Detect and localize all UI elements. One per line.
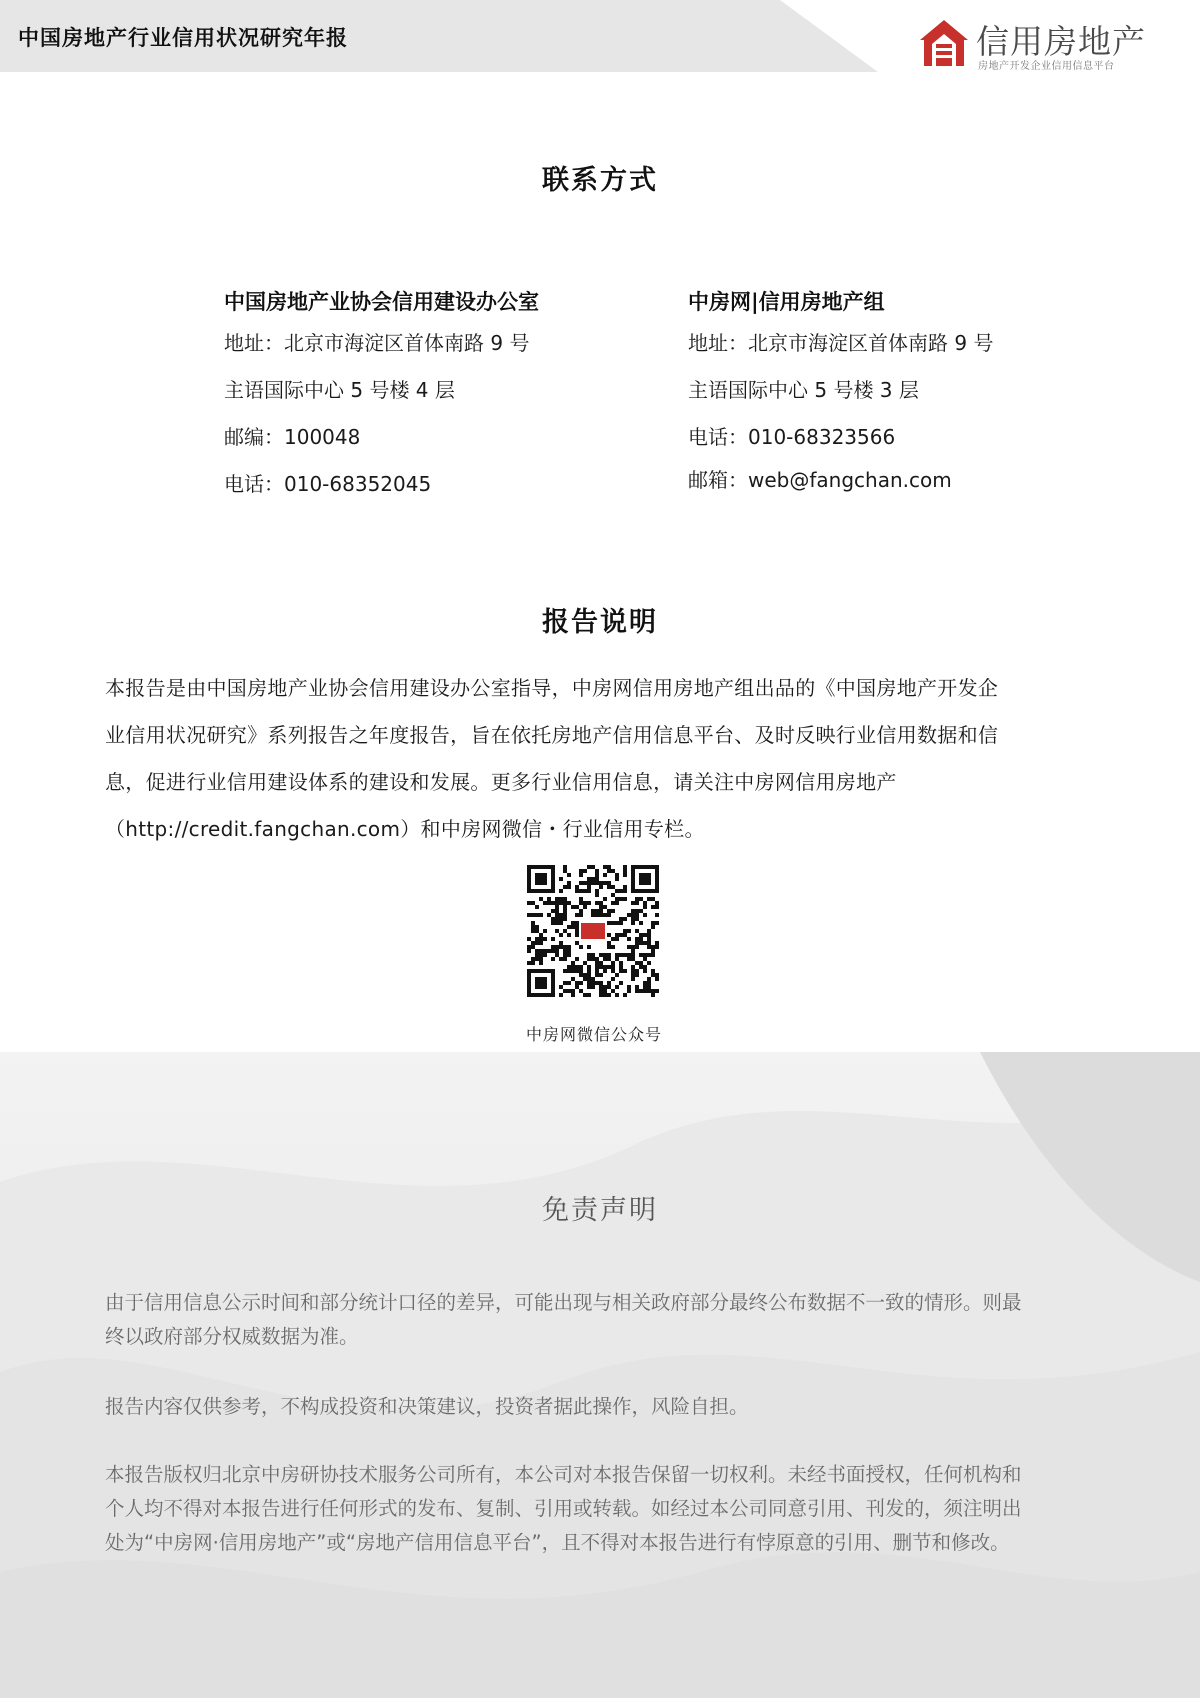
contact-left-postcode: 邮编：100048 xyxy=(224,425,361,449)
header-band xyxy=(0,0,1200,72)
disclaimer-paragraph-2 xyxy=(105,1390,1105,1424)
contact-left-building: 主语国际中心 5 号楼 4 层 xyxy=(224,378,455,402)
contact-right-phone: 电话：010-68323566 xyxy=(688,425,896,449)
disclaimer-line: 报告内容仅供参考，不构成投资和决策建议，投资者据此操作，风险自担。 xyxy=(105,1395,749,1418)
brand-logo xyxy=(918,18,1148,74)
logo-name: 信用房地产 xyxy=(976,22,1146,61)
contact-left-address: 地址：北京市海淀区首体南路 9 号 xyxy=(224,331,530,355)
disclaimer-line: 处为“中房网·信用房地产”或“房地产信用信息平台”，且不得对本报告进行有悖原意的引用、删节和修改。 xyxy=(105,1531,1010,1554)
contact-left-org: 中国房地产业协会信用建设办公室 xyxy=(224,290,539,314)
disclaimer-line: 终以政府部分权威数据为准。 xyxy=(105,1325,359,1348)
qr-caption: 中房网微信公众号 xyxy=(525,1025,662,1044)
report-line: （http://credit.fangchan.com）和中房网微信・行业信用专栏。 xyxy=(105,817,705,841)
header-title: 中国房地产行业信用状况研究年报 xyxy=(18,25,348,50)
contact-right xyxy=(688,284,1108,499)
wechat-qr-code xyxy=(527,865,659,997)
report-description xyxy=(105,665,1105,853)
logo-subtitle: 房地产开发企业信用信息平台 xyxy=(978,61,1115,72)
contact-right-address: 地址：北京市海淀区首体南路 9 号 xyxy=(688,331,994,355)
contact-right-org: 中房网|信用房地产组 xyxy=(688,290,885,314)
contact-right-email: 邮箱：web@fangchan.com xyxy=(688,468,952,492)
marble-texture xyxy=(0,1052,1200,1698)
contact-title: 联系方式 xyxy=(542,165,658,196)
report-line: 息，促进行业信用建设体系的建设和发展。更多行业信用信息，请关注中房网信用房地产 xyxy=(105,770,897,794)
qr-code-icon xyxy=(527,865,659,997)
contact-right-building: 主语国际中心 5 号楼 3 层 xyxy=(688,378,919,402)
report-line: 本报告是由中国房地产业协会信用建设办公室指导，中房网信用房地产组出品的《中国房地产开发企 xyxy=(105,676,999,700)
house-logo-icon xyxy=(918,18,970,68)
disclaimer-paragraph-3 xyxy=(105,1458,1105,1560)
disclaimer-line: 个人均不得对本报告进行任何形式的发布、复制、引用或转载。如经过本公司同意引用、刊发的，须注明出 xyxy=(105,1497,1022,1520)
disclaimer-background xyxy=(0,1052,1200,1698)
report-title: 报告说明 xyxy=(542,607,658,638)
disclaimer-paragraph-1 xyxy=(105,1286,1105,1354)
disclaimer-line: 由于信用信息公示时间和部分统计口径的差异，可能出现与相关政府部分最终公布数据不一致的情形。则最 xyxy=(105,1291,1022,1314)
report-line: 业信用状况研究》系列报告之年度报告，旨在依托房地产信用信息平台、及时反映行业信用数据和信 xyxy=(105,723,999,747)
contact-left-phone: 电话：010-68352045 xyxy=(224,472,432,496)
disclaimer-title: 免责声明 xyxy=(542,1195,658,1226)
contact-left xyxy=(224,284,644,508)
disclaimer-line: 本报告版权归北京中房研协技术服务公司所有，本公司对本报告保留一切权利。未经书面授权，任何机构和 xyxy=(105,1463,1022,1486)
